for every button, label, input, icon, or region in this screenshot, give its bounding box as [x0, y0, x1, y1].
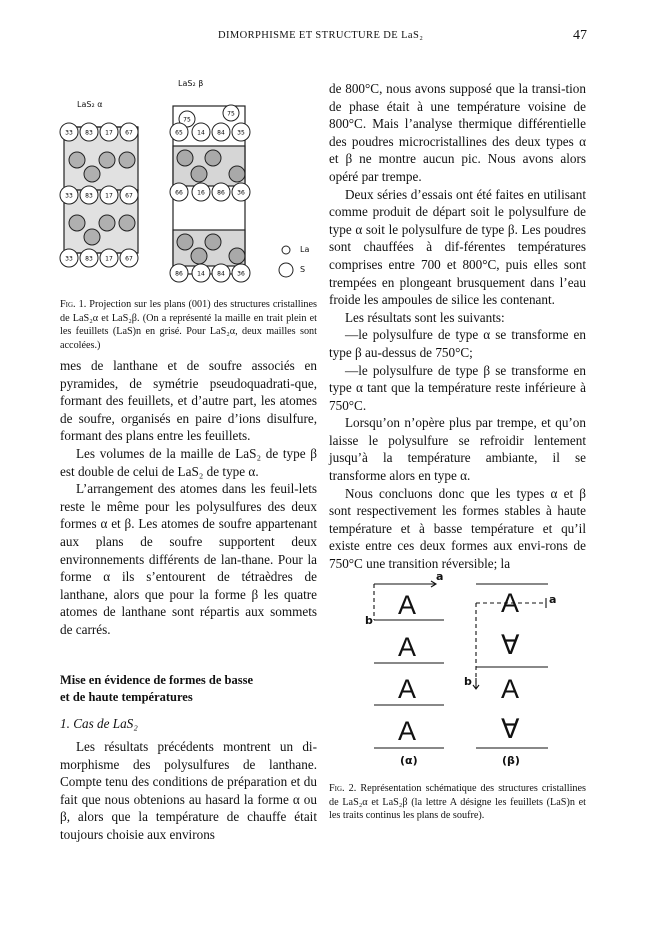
fig1-atom-label: 83: [85, 129, 93, 137]
fig1-atom: [99, 152, 115, 168]
fig1-atom: [177, 234, 193, 250]
fig2-beta-layer-4: ∀: [501, 714, 520, 744]
fig1-atom: [191, 248, 207, 264]
fig2-beta-layer-2: ∀: [501, 630, 520, 660]
fig2-beta-layer-1: A: [501, 588, 520, 618]
fig1-atom-label: 65: [175, 129, 183, 137]
fig1-atom-label: 75: [227, 110, 235, 118]
fig2-label-alpha: (α): [400, 754, 418, 767]
left-paragraph-1: mes de lanthane et de soufre associés en pyramides, de symétrie pseudoquadrati-que, formant des feuillets, et d’autre part, les atomes de soufre, organisés en paire d’ions disulfure, formant des plans entre les feuillets.: [60, 358, 317, 444]
fig1-atom-label: 14: [197, 270, 205, 278]
fig1-atom-label: 17: [105, 255, 113, 263]
fig1-atom-label: 83: [85, 255, 93, 263]
fig2-beta-layer-3: A: [501, 674, 520, 704]
fig1-projection-diagram: [55, 70, 325, 290]
figure1-caption-text: Projection sur les plans (001) des structures cristallines de LaS₂α et LaS₂β. (On a représenté la maille en trait plein et les feuillets (LaS)n en grisé. Pour LaS₂α, deux mailles sont accolées.): [60, 299, 317, 351]
right-paragraph-3: Les résultats sont les suivants:: [345, 309, 505, 325]
right-paragraph-7: Nous concluons donc que les types α et β sont respectivement les formes stables à haute température et à basse température et qu’il existe entre ces deux formes aux envi-rons de 750°C une transition réversible; la: [329, 485, 586, 572]
fig1-atom: [99, 215, 115, 231]
fig1-atom-label: 86: [175, 270, 183, 278]
left-column-bottom: [60, 738, 317, 844]
fig1-atom: [229, 166, 245, 182]
right-paragraph-5: —le polysulfure de type β se transforme en type α tant que la température reste inférieure à 750°C.: [329, 362, 586, 413]
fig1-atom: [119, 152, 135, 168]
fig1-atom: [69, 152, 85, 168]
fig2-axis-b-beta: b: [464, 675, 472, 688]
fig1-atom-label: 17: [105, 129, 113, 137]
fig1-label-beta: LaS₂ β: [178, 79, 204, 88]
fig1-atom-label: 33: [65, 255, 73, 263]
legend-s-marker: [279, 263, 293, 277]
fig1-atom-label: 14: [197, 129, 205, 137]
left-paragraph-3: L’arrangement des atomes dans les feuil-lets reste le même pour les polysulfures des deux formes α et β. Les atomes de soufre appartenant aux plans de soufre supportent deux environnements différents de lan-thane. Pour la forme α ils s’entourent de tétraèdres de lanthane, alors que pour la forme β les quatre atomes de lanthane sont répartis aux sommets de carrés.: [60, 481, 317, 637]
fig2-alpha-layer-3: A: [398, 674, 417, 704]
fig1-atom-label: 75: [183, 116, 191, 124]
figure2-caption-text: Représentation schématique des structures cristallines de LaS₂α et LaS₂β (la lettre A désigne les feuillets (LaS)n et les traits continus les plans de soufre).: [329, 783, 587, 822]
figure2-caption-label: Fig. 2.: [329, 783, 357, 794]
fig1-atom: [84, 229, 100, 245]
figure1-caption: [60, 298, 317, 352]
figure1-caption-label: Fig. 1.: [60, 299, 87, 310]
right-paragraph-2: Deux séries d’essais ont été faites en utilisant comme produit de départ soit le polysulfure de type α soit le polysulfure de type β. Les poudres sont chauffées à dif-férentes températures comprises entre 700 et 800°C, puis elles sont trempées en plongeant brusquement dans l’eau froide les ampoules de silice les contenant.: [329, 186, 586, 308]
section-heading-line-2: et de haute températures: [60, 690, 193, 704]
fig1-atom-label: 36: [237, 270, 245, 278]
figure-2: [360, 570, 560, 770]
right-paragraph-6: Lorsqu’on n’opère plus par trempe, et qu’on laisse le polysulfure se refroidir lentement jusqu’à la température ambiante, il se transforme alors en type α.: [329, 415, 586, 484]
fig1-atom: [177, 150, 193, 166]
running-header: DIMORPHISME ET STRUCTURE DE LaS₂: [218, 30, 424, 41]
fig1-atom-label: 83: [85, 192, 93, 200]
fig1-atom: [229, 248, 245, 264]
fig1-atom-label: 36: [237, 189, 245, 197]
fig1-atom-label: 66: [175, 189, 183, 197]
left-paragraph-4: Les résultats précédents montrent un di-morphisme des polysulfures de lanthane. Compte tenu des conditions de préparation et du fait que nous obtenions au hasard la forme α ou β, alors que la température de chauffe était toujours choisie aux environs: [60, 739, 317, 842]
fig2-alpha-layer-4: A: [398, 716, 417, 746]
fig2-schematic: [360, 570, 560, 770]
fig1-atom: [119, 215, 135, 231]
fig1-label-alpha: LaS₂ α: [77, 100, 103, 109]
fig2-label-beta: (β): [502, 754, 520, 767]
fig1-atom-label: 67: [125, 129, 133, 137]
left-column: [60, 357, 317, 639]
fig1-atom-label: 67: [125, 192, 133, 200]
fig1-atom: [205, 150, 221, 166]
section-heading-line-1: Mise en évidence de formes de basse: [60, 673, 254, 687]
fig1-atom: [84, 166, 100, 182]
left-paragraph-2: Les volumes de la maille de LaS₂ de type β est double de celui de LaS₂ de type α.: [60, 445, 317, 479]
legend-s-label: S: [300, 265, 306, 274]
fig2-axis-a-beta: a: [549, 593, 557, 606]
right-paragraph-1: de 800°C, nous avons supposé que la transi-tion de phase était à une température voisine de 800°C. Mais l’analyse thermique différentielle des poudres microcristallines des deux types α et β ne montre aucun pic. Nous avons alors opéré par trempe.: [329, 81, 586, 184]
right-column: [329, 80, 586, 573]
fig1-atom-label: 35: [237, 129, 245, 137]
fig2-alpha-layer-2: A: [398, 632, 417, 662]
legend-la-label: La: [300, 245, 310, 254]
fig1-atom: [205, 234, 221, 250]
fig1-atom-label: 67: [125, 255, 133, 263]
fig1-atom-label: 84: [217, 129, 225, 137]
right-paragraph-4: —le polysulfure de type α se transforme en type β au-dessus de 750°C;: [329, 327, 586, 360]
figure2-caption: [329, 782, 586, 823]
page-number: 47: [573, 28, 587, 43]
fig1-atom: [191, 166, 207, 182]
fig2-axis-b-alpha: b: [365, 614, 373, 627]
section-heading: [60, 672, 317, 706]
fig1-atom-label: 33: [65, 129, 73, 137]
fig1-atom-label: 86: [217, 189, 225, 197]
subsection-heading: 1. Cas de LaS₂: [60, 716, 138, 731]
fig1-atom: [69, 215, 85, 231]
fig1-atom-label: 84: [217, 270, 225, 278]
figure-1: [55, 70, 325, 310]
fig1-atom-label: 17: [105, 192, 113, 200]
fig2-alpha-layer-1: A: [398, 590, 417, 620]
fig1-atom-label: 16: [197, 189, 205, 197]
legend-la-marker: [282, 246, 290, 254]
fig2-axis-a-alpha: a: [436, 570, 444, 583]
fig1-atom-label: 33: [65, 192, 73, 200]
